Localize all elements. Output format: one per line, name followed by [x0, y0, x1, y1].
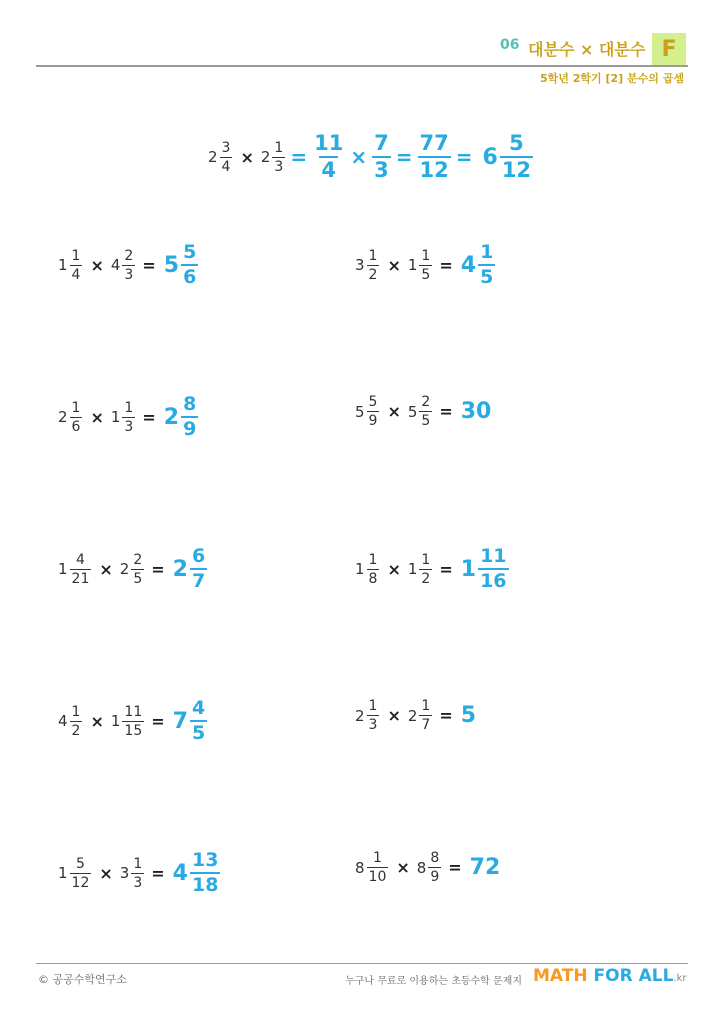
numerator: 8 — [183, 393, 197, 415]
numerator: 1 — [368, 698, 378, 714]
times-sign: × — [387, 706, 401, 725]
mixed-number — [355, 249, 380, 282]
example-equation — [208, 133, 534, 181]
denominator: 2 — [368, 266, 378, 283]
improper-fraction — [312, 133, 345, 181]
answer-fraction — [190, 851, 220, 895]
numerator: 2 — [421, 394, 431, 410]
equals-sign: = — [448, 858, 462, 877]
times-sign: × — [90, 407, 104, 427]
numerator: 11 — [314, 131, 344, 155]
answer-value — [173, 851, 222, 895]
fraction — [131, 553, 144, 586]
problem-row — [355, 851, 500, 884]
numerator: 6 — [191, 545, 206, 567]
denominator: 10 — [368, 869, 387, 885]
fraction — [419, 249, 432, 282]
level-badge: F — [652, 33, 686, 65]
logo-math: MATH — [533, 966, 594, 986]
numerator: 2 — [133, 551, 143, 568]
problem-row — [355, 243, 496, 287]
times-sign: × — [387, 255, 401, 275]
result-whole: 6 — [482, 144, 498, 170]
answer-value — [461, 243, 497, 287]
fraction — [122, 705, 144, 738]
answer-fraction — [478, 547, 508, 591]
equals-sign: = — [439, 255, 453, 275]
fraction — [122, 249, 135, 282]
fraction — [70, 553, 92, 586]
fraction — [70, 401, 83, 434]
whole-part: 1 — [407, 256, 418, 274]
answer-value: 5 — [460, 703, 477, 728]
denominator: 3 — [374, 158, 389, 182]
numerator: 1 — [368, 551, 378, 568]
fraction — [70, 249, 83, 282]
times-sign: × — [90, 255, 104, 275]
mixed-number — [111, 249, 136, 282]
equals-sign: = — [142, 407, 156, 427]
numerator: 3 — [221, 139, 231, 156]
denominator: 7 — [191, 570, 206, 592]
mixed-number — [58, 249, 83, 282]
mixed-number — [355, 851, 389, 884]
equals-sign: = — [439, 706, 453, 725]
answer-whole: 4 — [172, 860, 188, 886]
numerator: 1 — [421, 698, 431, 714]
fraction — [272, 141, 285, 174]
fraction — [428, 851, 441, 884]
equals-sign: = — [142, 255, 156, 275]
equals-sign: = — [151, 863, 165, 883]
whole-part: 8 — [416, 858, 427, 877]
denominator: 3 — [124, 266, 134, 283]
header-divider — [36, 65, 688, 67]
denominator: 3 — [368, 717, 378, 733]
numerator: 1 — [71, 247, 81, 264]
mixed-number — [261, 141, 286, 174]
answer-fraction — [190, 699, 207, 743]
fraction — [367, 553, 380, 586]
problem-row — [58, 395, 199, 439]
denominator: 9 — [183, 418, 197, 440]
whole-part: 1 — [58, 864, 68, 882]
denominator: 2 — [421, 570, 431, 587]
numerator: 13 — [191, 849, 219, 871]
fraction — [419, 699, 432, 732]
fraction — [367, 851, 389, 884]
numerator: 8 — [430, 850, 440, 866]
whole-part: 2 — [58, 408, 68, 426]
mixed-number — [58, 857, 92, 890]
equals-sign: = — [439, 402, 453, 421]
denominator: 3 — [124, 418, 134, 435]
mixed-number — [111, 401, 136, 434]
answer-value — [164, 395, 200, 439]
whole-part: 4 — [58, 712, 68, 730]
whole-part: 1 — [110, 408, 121, 426]
numerator: 5 — [76, 855, 85, 872]
answer-fraction — [181, 243, 198, 287]
equals-sign: = — [439, 559, 453, 579]
equals-sign: = — [151, 711, 165, 731]
problem-row — [58, 851, 221, 895]
answer-fraction — [478, 243, 495, 287]
times-sign: × — [396, 858, 410, 877]
result-fraction — [500, 133, 533, 181]
times-sign: × — [99, 863, 113, 883]
logo-forall: FOR ALL — [593, 966, 674, 986]
mathforall-logo[interactable] — [533, 966, 687, 986]
times-sign: × — [240, 147, 254, 167]
equals-sign: = — [395, 145, 413, 169]
answer-value — [173, 547, 209, 591]
numerator: 1 — [274, 139, 284, 156]
numerator: 1 — [71, 703, 81, 720]
fraction — [70, 857, 92, 890]
footer-divider — [36, 963, 688, 964]
worksheet-title: 대분수 × 대분수 — [528, 40, 646, 59]
numerator: 4 — [191, 697, 206, 719]
denominator: 5 — [421, 266, 431, 283]
denominator: 12 — [419, 158, 449, 182]
whole-part: 2 — [407, 706, 418, 725]
mixed-number — [208, 141, 233, 174]
numerator: 5 — [183, 241, 197, 263]
mixed-number — [408, 699, 433, 732]
equals-sign: = — [455, 145, 473, 169]
denominator: 8 — [368, 570, 378, 587]
answer-whole: 7 — [172, 708, 188, 734]
denominator: 21 — [71, 570, 90, 587]
times-sign: × — [387, 559, 401, 579]
mixed-number — [120, 553, 145, 586]
denominator: 18 — [191, 874, 219, 896]
problem-row — [355, 395, 491, 428]
product-fraction — [418, 133, 451, 181]
mixed-number — [58, 705, 83, 738]
fraction — [367, 699, 380, 732]
fraction — [419, 553, 432, 586]
answer-value: 30 — [460, 399, 492, 424]
denominator: 5 — [133, 570, 143, 587]
fraction — [367, 395, 380, 428]
whole-part: 3 — [119, 864, 130, 882]
answer-whole: 4 — [460, 252, 477, 278]
denominator: 9 — [368, 413, 378, 429]
numerator: 1 — [421, 551, 431, 568]
denominator: 7 — [421, 717, 431, 733]
fraction — [419, 395, 432, 428]
answer-value: 72 — [469, 855, 501, 880]
answer-fraction — [181, 395, 198, 439]
whole-part: 3 — [355, 256, 365, 274]
denominator: 4 — [221, 158, 231, 175]
mixed-number — [58, 401, 83, 434]
footer-tagline: 누구나 무료로 이용하는 초등수학 문제지 — [345, 976, 522, 987]
whole-part: 2 — [208, 148, 218, 166]
problem-row — [58, 699, 208, 743]
problem-row — [355, 547, 510, 591]
whole-part: 2 — [260, 148, 271, 166]
fraction — [220, 141, 233, 174]
logo-kr: .kr — [673, 973, 687, 984]
answer-whole: 5 — [163, 252, 180, 278]
numerator: 11 — [480, 545, 507, 567]
numerator: 1 — [71, 399, 81, 416]
numerator: 1 — [368, 247, 378, 264]
answer-value — [173, 699, 209, 743]
improper-fraction — [372, 133, 391, 181]
denominator: 4 — [71, 266, 81, 283]
answer-value — [461, 547, 510, 591]
denominator: 5 — [191, 722, 206, 744]
answer-whole: 2 — [172, 556, 188, 582]
fraction — [122, 401, 135, 434]
mixed-number — [408, 553, 433, 586]
numerator: 11 — [124, 703, 143, 720]
numerator: 5 — [368, 394, 378, 410]
denominator: 12 — [501, 158, 532, 182]
problem-row — [58, 243, 199, 287]
fraction — [367, 249, 380, 282]
whole-part: 1 — [110, 712, 121, 730]
times-sign: × — [99, 559, 113, 579]
answer-whole: 2 — [163, 404, 180, 430]
whole-part: 1 — [58, 560, 68, 578]
numerator: 1 — [373, 850, 382, 866]
fraction — [131, 857, 144, 890]
mixed-number — [417, 851, 442, 884]
problem-row — [58, 547, 208, 591]
mixed-number — [58, 553, 92, 586]
numerator: 5 — [509, 131, 524, 155]
problem-row — [355, 699, 476, 732]
numerator: 2 — [124, 247, 134, 264]
equals-sign: = — [151, 559, 165, 579]
denominator: 3 — [274, 158, 284, 175]
denominator: 5 — [421, 413, 431, 429]
denominator: 4 — [321, 158, 337, 182]
mixed-number — [111, 705, 145, 738]
numerator: 7 — [374, 131, 389, 155]
numerator: 4 — [76, 551, 85, 568]
numerator: 1 — [480, 241, 494, 263]
answer-whole: 1 — [460, 556, 477, 582]
mixed-number — [355, 553, 380, 586]
times-sign: × — [387, 402, 401, 421]
worksheet-subtitle: 5학년 2학기 [2] 분수의 곱셈 — [540, 72, 684, 85]
example-solution — [286, 133, 534, 181]
denominator: 6 — [183, 266, 197, 288]
whole-part: 1 — [355, 560, 365, 578]
whole-part: 5 — [407, 402, 418, 421]
answer-fraction — [190, 547, 207, 591]
answer-value — [164, 243, 200, 287]
whole-part: 2 — [119, 560, 130, 578]
mixed-number — [355, 395, 380, 428]
times-sign: × — [90, 711, 104, 731]
numerator: 1 — [124, 399, 134, 416]
fraction — [70, 705, 83, 738]
mixed-number — [408, 249, 433, 282]
times-sign: × — [350, 145, 368, 169]
denominator: 2 — [71, 722, 81, 739]
numerator: 77 — [419, 131, 449, 155]
copyright-text: © 공공수학연구소 — [38, 973, 127, 986]
whole-part: 5 — [355, 402, 365, 421]
equals-sign: = — [290, 145, 308, 169]
denominator: 6 — [71, 418, 81, 435]
worksheet-number: 06 — [500, 37, 520, 53]
mixed-number — [408, 395, 433, 428]
denominator: 9 — [430, 869, 440, 885]
denominator: 5 — [480, 266, 494, 288]
whole-part: 2 — [355, 706, 365, 725]
whole-part: 1 — [58, 256, 68, 274]
whole-part: 4 — [110, 256, 121, 274]
denominator: 16 — [480, 570, 507, 592]
numerator: 1 — [421, 247, 431, 264]
whole-part: 1 — [407, 560, 418, 578]
numerator: 1 — [133, 855, 143, 872]
mixed-number — [355, 699, 380, 732]
mixed-number — [120, 857, 145, 890]
denominator: 12 — [71, 874, 90, 891]
denominator: 3 — [133, 874, 143, 891]
whole-part: 8 — [355, 858, 365, 877]
denominator: 15 — [124, 722, 143, 739]
